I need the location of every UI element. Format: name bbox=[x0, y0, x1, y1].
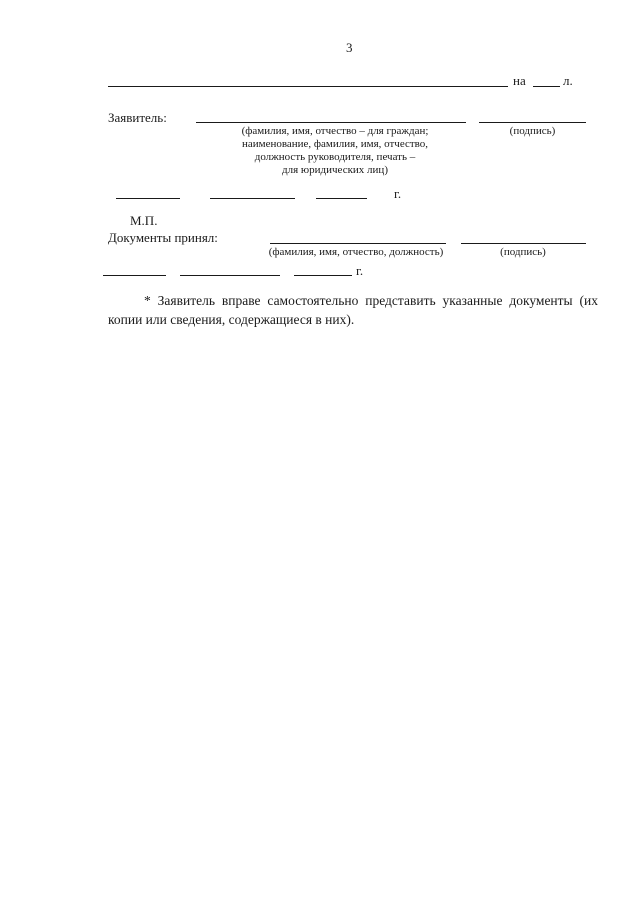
applicant-signature-line bbox=[479, 122, 586, 123]
applicant-date-year-line bbox=[316, 198, 367, 199]
caption-line: для юридических лиц) bbox=[282, 164, 388, 176]
caption-line: наименование, фамилия, имя, отчество, bbox=[241, 138, 429, 150]
applicant-signature-caption: (подпись) bbox=[509, 125, 556, 137]
accepted-date-month-line bbox=[180, 275, 280, 276]
applicant-label: Заявитель: bbox=[108, 110, 167, 125]
applicant-name-line bbox=[196, 122, 466, 123]
accepted-name-caption: (фамилия, имя, отчество, должность) bbox=[268, 246, 444, 258]
accepted-date-day-line bbox=[103, 275, 166, 276]
stamp-label: М.П. bbox=[130, 213, 158, 228]
page-number: 3 bbox=[346, 40, 353, 55]
sheets-prefix: на bbox=[513, 73, 526, 88]
documents-list-line bbox=[108, 86, 508, 87]
accepted-date-year-line bbox=[294, 275, 352, 276]
accepted-name-line bbox=[270, 243, 446, 244]
accepted-signature-line bbox=[461, 243, 586, 244]
sheets-count-line bbox=[533, 86, 560, 87]
sheets-suffix: л. bbox=[563, 73, 573, 88]
accepted-signature-caption: (подпись) bbox=[500, 246, 546, 258]
applicant-name-caption bbox=[200, 125, 470, 177]
applicant-date-suffix: г. bbox=[394, 186, 402, 201]
applicant-date-month-line bbox=[210, 198, 295, 199]
caption-line: (фамилия, имя, отчество – для граждан; bbox=[241, 125, 429, 137]
accepted-date-suffix: г. bbox=[356, 263, 364, 278]
applicant-date-day-line bbox=[116, 198, 180, 199]
caption-line: должность руководителя, печать – bbox=[254, 151, 416, 163]
footnote-text: * Заявитель вправе самостоятельно представить указанные документы (их копии или сведения, содержащиеся в них). bbox=[108, 293, 598, 327]
accepted-label: Документы принял: bbox=[108, 230, 218, 245]
